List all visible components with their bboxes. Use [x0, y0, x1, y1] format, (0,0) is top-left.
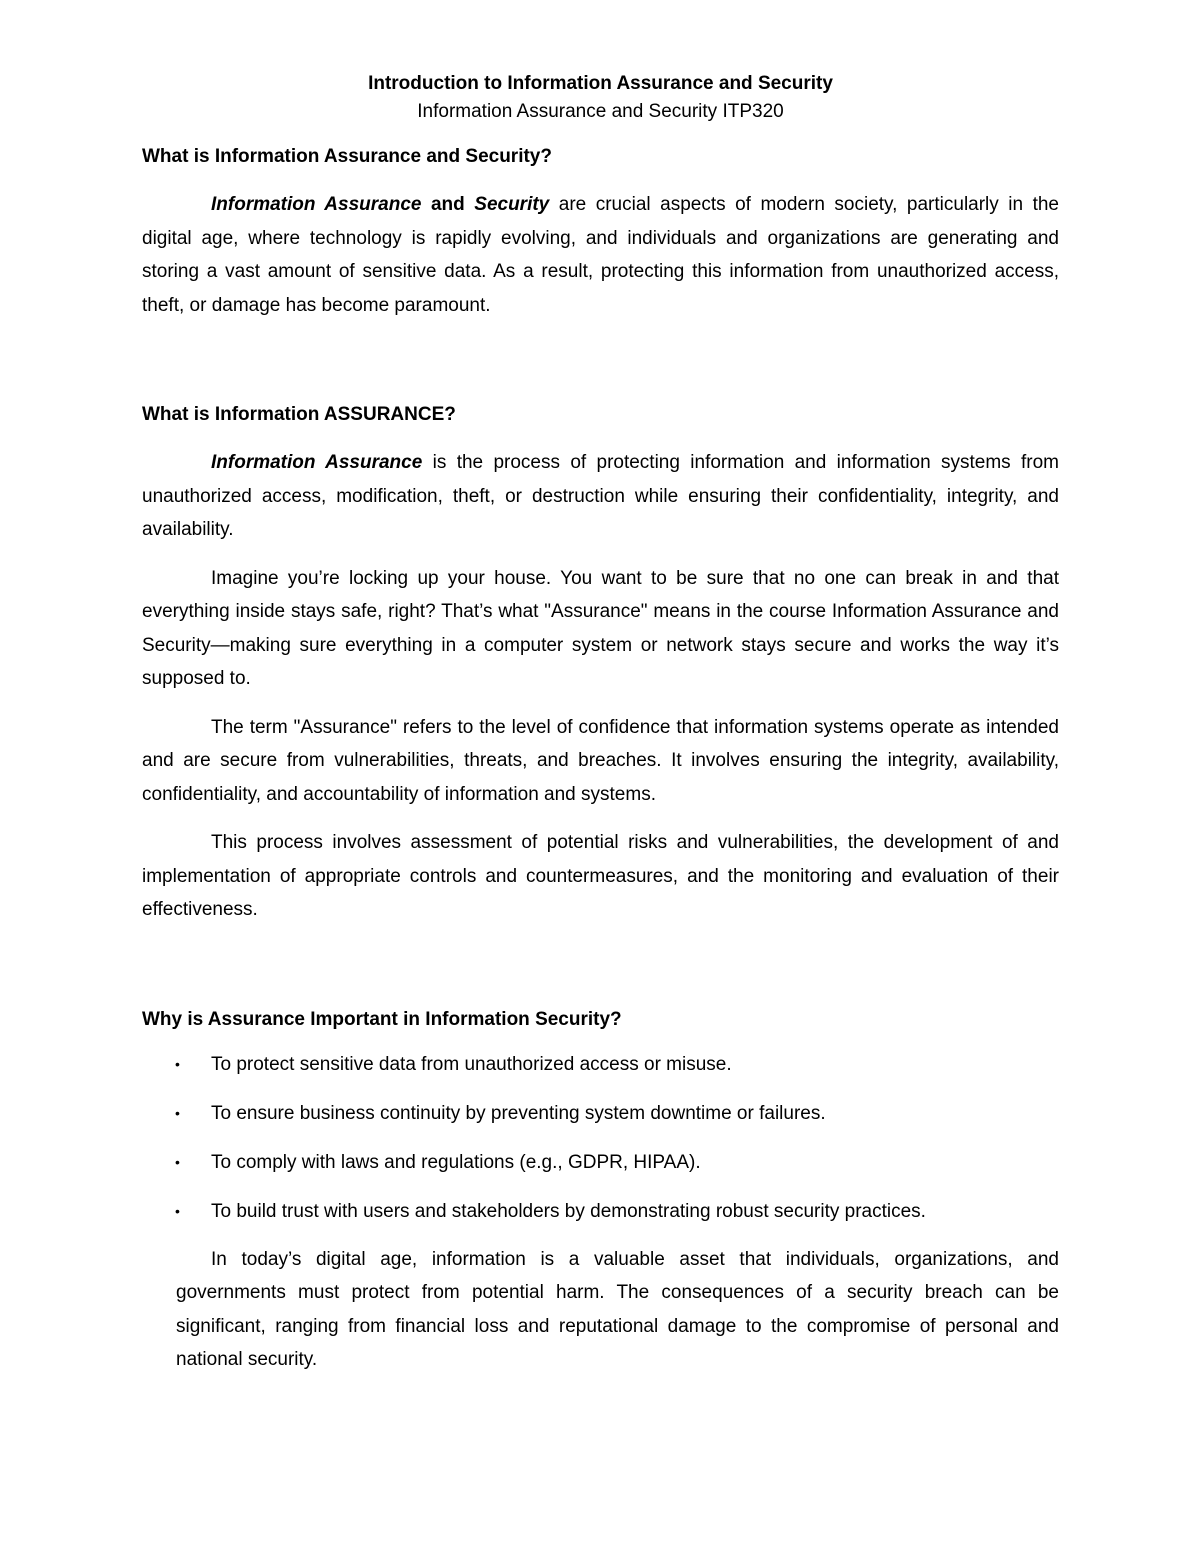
paragraph-assurance-process: This process involves assessment of potential risks and vulnerabilities, the development of and implementation of appropriate controls and countermeasures, and the monitoring and evaluation of their effectiveness.: [142, 832, 1059, 920]
list-item-text: To comply with laws and regulations (e.g., GDPR, HIPAA).: [211, 1151, 701, 1173]
section-heading-importance: Why is Assurance Important in Information Security?: [142, 1008, 622, 1030]
document-page: [142, 70, 1059, 1377]
list-item: [142, 1146, 1059, 1179]
term-security: Security: [474, 194, 550, 215]
bullet-icon: •: [175, 1202, 180, 1219]
paragraph-text: is the process of protecting information and information systems from unauthorized access, modification, theft, or destruction while ensuring their confidentiality, integrity, and availability.: [142, 452, 1059, 540]
list-item: [142, 1048, 1059, 1081]
list-item-text: To ensure business continuity by preventing system downtime or failures.: [211, 1102, 826, 1124]
term-information-assurance: Information Assurance: [211, 452, 423, 473]
term-information-assurance: Information Assurance: [211, 194, 422, 215]
importance-list: [142, 1048, 1059, 1228]
document-subtitle: Information Assurance and Security ITP320: [417, 101, 784, 122]
paragraph-house-analogy: Imagine you’re locking up your house. You want to be sure that no one can break in and that everything inside stays safe, right? That’s what "Assurance" means in the course Information Assurance and Security—making sure everything in a computer system or network stays secure and works the way it’s supposed to.: [142, 567, 1059, 689]
conjunction-and: and: [421, 194, 475, 215]
section-heading-ias: What is Information Assurance and Security?: [142, 146, 552, 167]
list-item: [142, 1097, 1059, 1130]
paragraph-ias-intro: [142, 188, 1059, 322]
paragraph-assurance-term: The term "Assurance" refers to the level of confidence that information systems operate as intended and are secure from vulnerabilities, threats, and breaches. It involves ensuring the integrity, availability, confidentiality, and accountability of information and systems.: [142, 716, 1059, 805]
list-item: [142, 1195, 1059, 1228]
list-item-text: To build trust with users and stakeholders by demonstrating robust security practices.: [211, 1200, 926, 1222]
section-heading-assurance: What is Information ASSURANCE?: [142, 404, 456, 425]
bullet-icon: •: [175, 1153, 180, 1170]
bullet-icon: •: [175, 1104, 180, 1121]
list-item-text: To protect sensitive data from unauthorized access or misuse.: [211, 1053, 732, 1075]
paragraph-closing: In today’s digital age, information is a valuable asset that individuals, organizations, and governments must protect from potential harm. The consequences of a security breach can be significant, ranging from financial loss and reputational damage to the compromise of personal and national security.: [176, 1248, 1059, 1370]
paragraph-assurance-definition: [142, 446, 1059, 547]
bullet-icon: •: [175, 1055, 180, 1072]
paragraph-text: are crucial aspects of modern society, particularly in the digital age, where technology is rapidly evolving, and individuals and organizations are generating and storing a vast amount of sensitive data. As a result, protecting this information from unauthorized access, theft, or damage has become paramount.: [142, 194, 1059, 316]
document-title: Introduction to Information Assurance and Security: [368, 73, 833, 94]
